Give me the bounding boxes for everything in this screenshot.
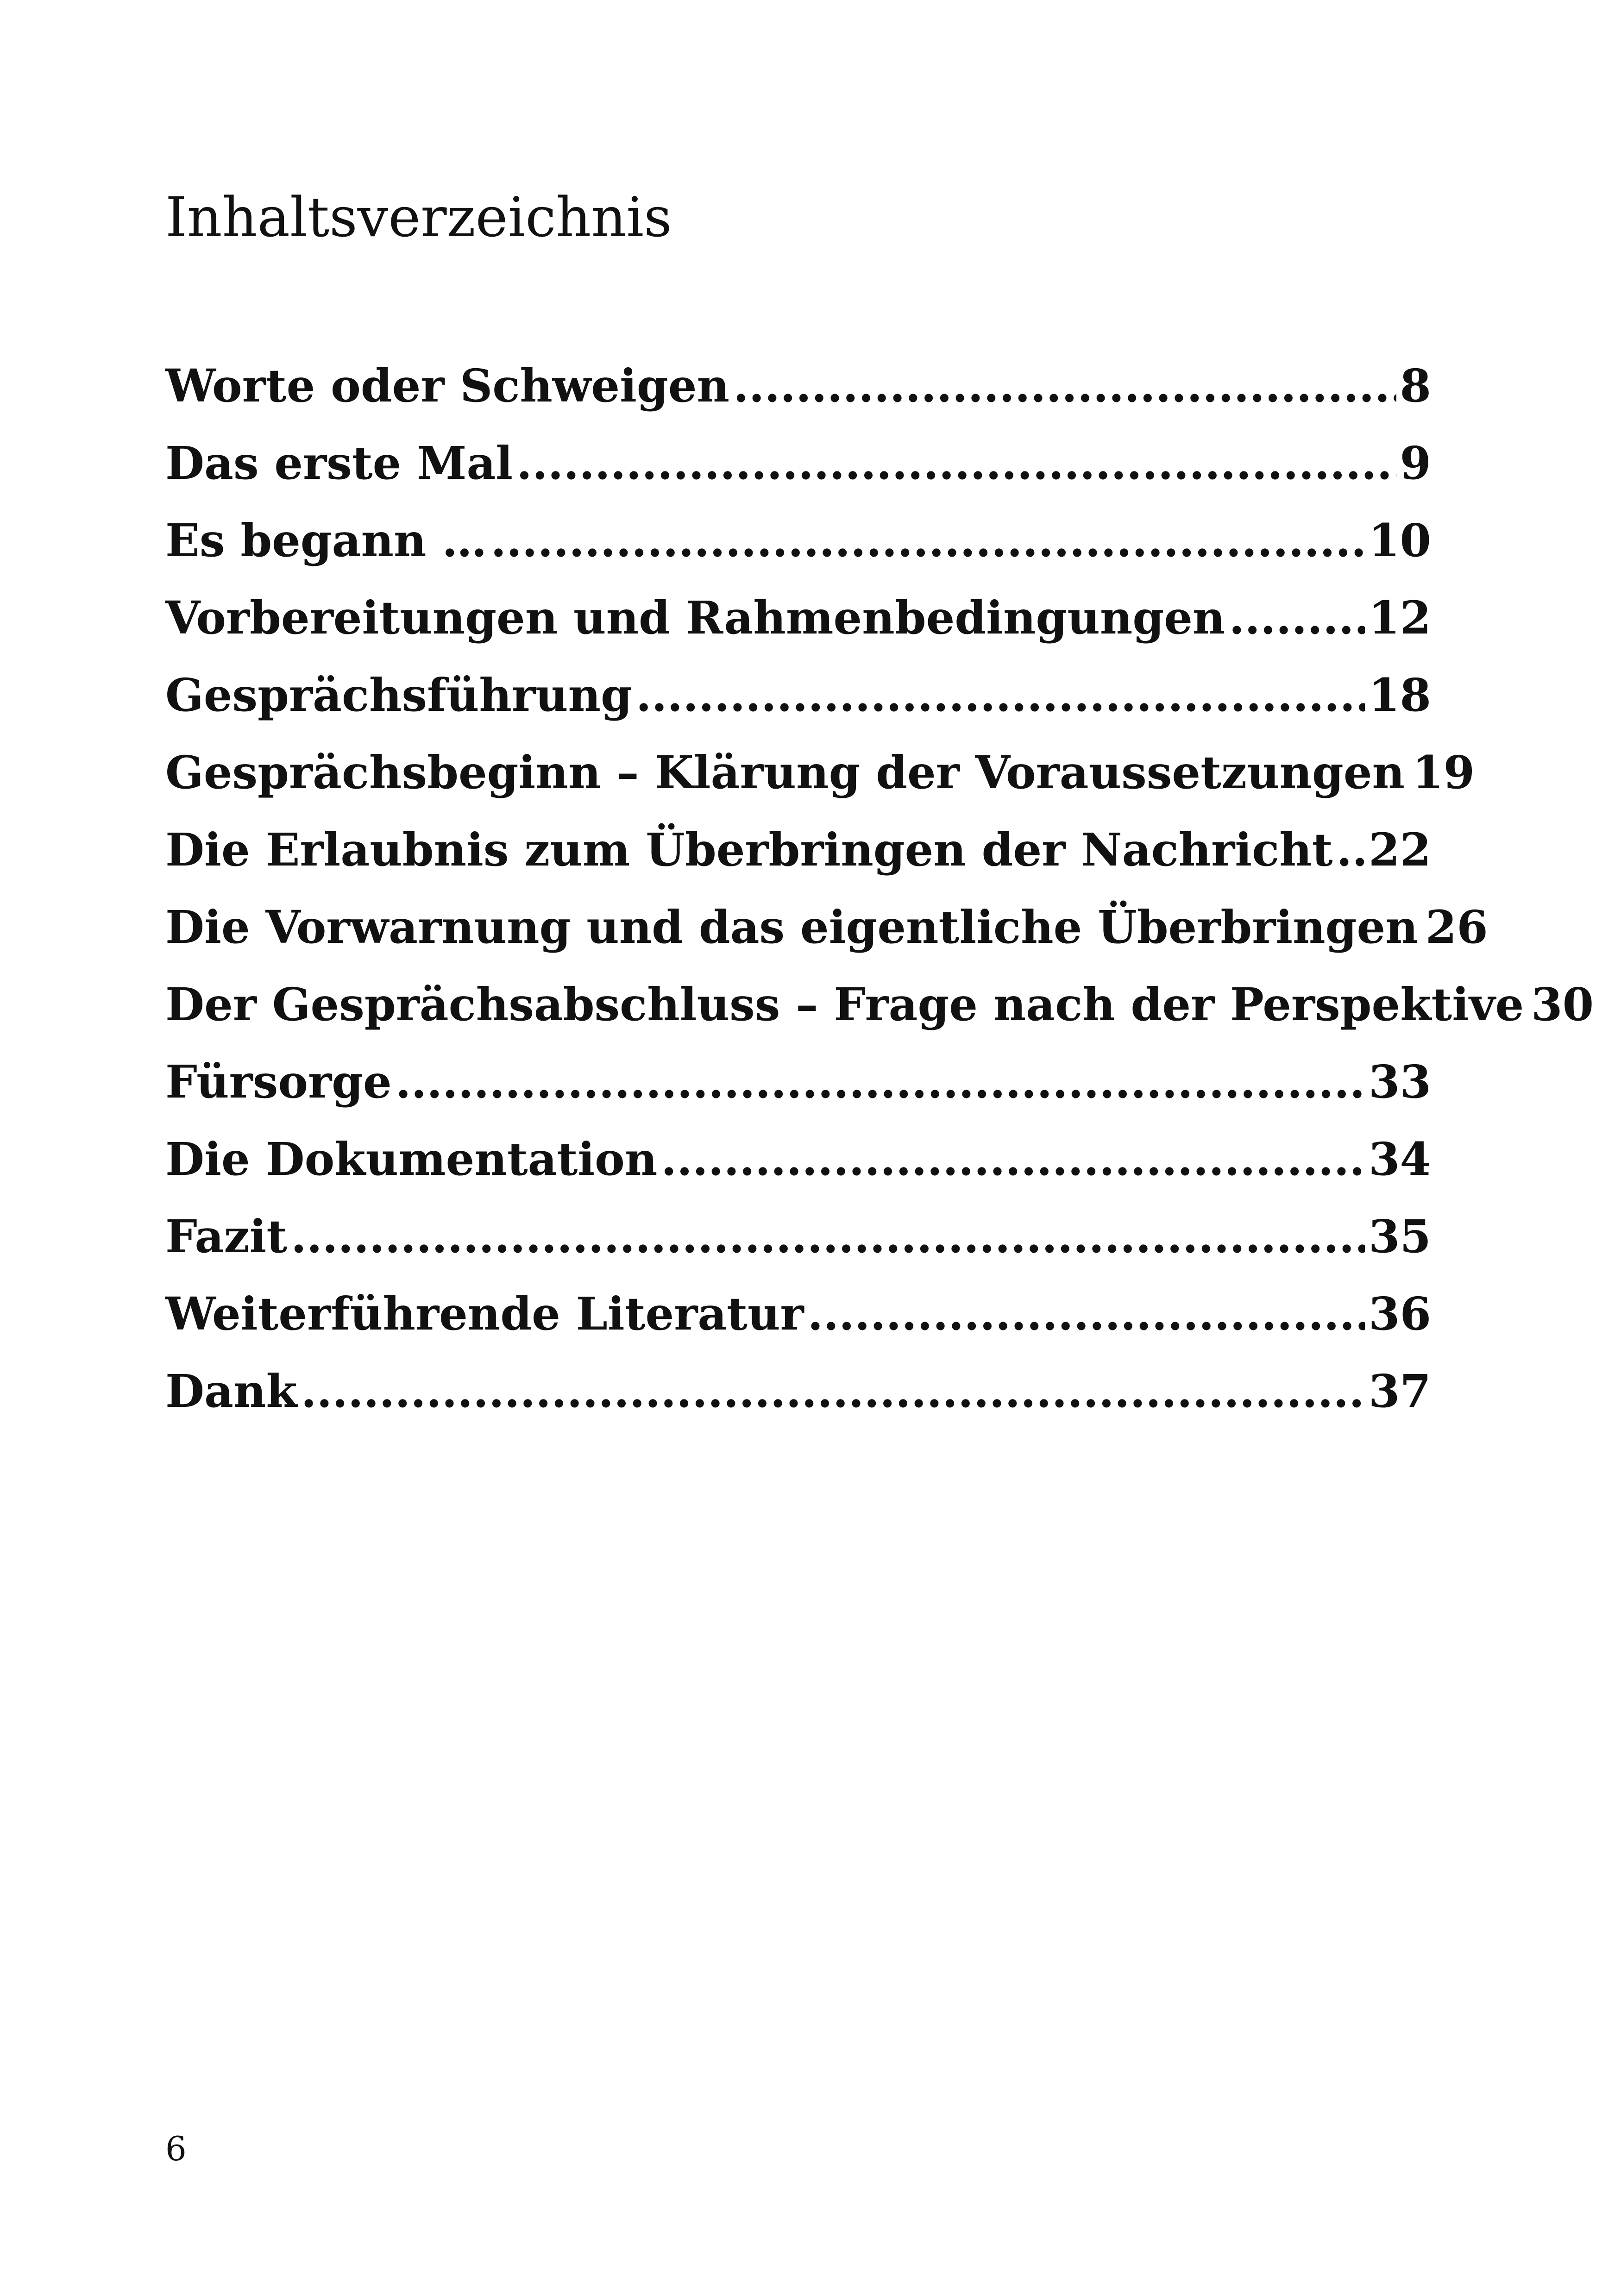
toc-entry[interactable] <box>165 901 1488 982</box>
toc-entry[interactable] <box>165 1055 1431 1137</box>
toc-entry-label: Dank <box>165 1365 297 1418</box>
toc-entry-label: Vorbereitungen und Rahmenbedingungen <box>165 591 1225 644</box>
toc-entry-label: Der Gesprächsabschluss – Frage nach der Perspektive <box>165 978 1524 1031</box>
toc-entry-label: Die Erlaubnis zum Überbringen der Nachricht <box>165 823 1333 876</box>
toc-entry-page: 36 <box>1369 1287 1431 1340</box>
dot-leader <box>661 1137 1365 1182</box>
toc-entry[interactable] <box>165 1287 1431 1369</box>
dot-leader <box>301 1369 1365 1414</box>
toc-entry[interactable] <box>165 1210 1431 1292</box>
toc-entry-label: Gesprächsführung <box>165 669 632 721</box>
toc-entry[interactable] <box>165 437 1431 518</box>
toc-entry[interactable] <box>165 1365 1431 1446</box>
dot-leader <box>1229 596 1365 640</box>
dot-leader <box>490 518 1365 563</box>
page-number: 6 <box>165 2129 187 2168</box>
toc-entry-label: Worte oder Schweigen <box>165 359 729 412</box>
dot-leader <box>291 1214 1365 1259</box>
toc-entry-page: 30 <box>1531 978 1594 1031</box>
toc-entry[interactable] <box>165 823 1431 905</box>
toc-entry[interactable] <box>165 669 1431 750</box>
toc-entry-label: Gesprächsbeginn – Klärung der Voraussetzungen <box>165 746 1405 799</box>
toc-entry-page: 9 <box>1400 437 1431 489</box>
toc-entry-label: Die Vorwarnung und das eigentliche Überbringen <box>165 901 1418 954</box>
toc-entry-page: 12 <box>1369 591 1431 644</box>
page-title: Inhaltsverzeichnis <box>165 185 672 249</box>
toc-entry-label: Weiterführende Literatur <box>165 1287 804 1340</box>
toc-entry-page: 33 <box>1369 1055 1431 1108</box>
dot-leader <box>1337 828 1365 872</box>
dot-leader <box>636 673 1365 718</box>
dot-leader <box>396 1060 1365 1104</box>
toc-entry-label: Die Dokumentation <box>165 1133 658 1186</box>
toc-entry-label: Es begann … <box>165 514 487 567</box>
toc-entry-page: 26 <box>1425 901 1488 954</box>
toc-entry-page: 19 <box>1412 746 1475 799</box>
toc-entry[interactable] <box>165 746 1475 828</box>
table-of-contents <box>165 359 1594 1446</box>
toc-entry[interactable] <box>165 1133 1431 1214</box>
toc-entry-page: 22 <box>1369 823 1431 876</box>
toc-entry-label: Fürsorge <box>165 1055 392 1108</box>
toc-entry[interactable] <box>165 591 1431 673</box>
toc-entry[interactable] <box>165 359 1431 441</box>
toc-entry-page: 37 <box>1369 1365 1431 1418</box>
dot-leader <box>516 441 1396 486</box>
toc-entry[interactable] <box>165 978 1594 1060</box>
toc-entry-page: 35 <box>1369 1210 1431 1263</box>
dot-leader <box>808 1292 1365 1336</box>
toc-entry-page: 8 <box>1400 359 1431 412</box>
toc-entry-page: 18 <box>1369 669 1431 721</box>
toc-entry[interactable] <box>165 514 1431 596</box>
toc-entry-page: 34 <box>1369 1133 1431 1186</box>
toc-entry-page: 10 <box>1369 514 1431 567</box>
toc-entry-label: Das erste Mal <box>165 437 513 489</box>
toc-entry-label: Fazit <box>165 1210 288 1263</box>
dot-leader <box>733 364 1396 408</box>
